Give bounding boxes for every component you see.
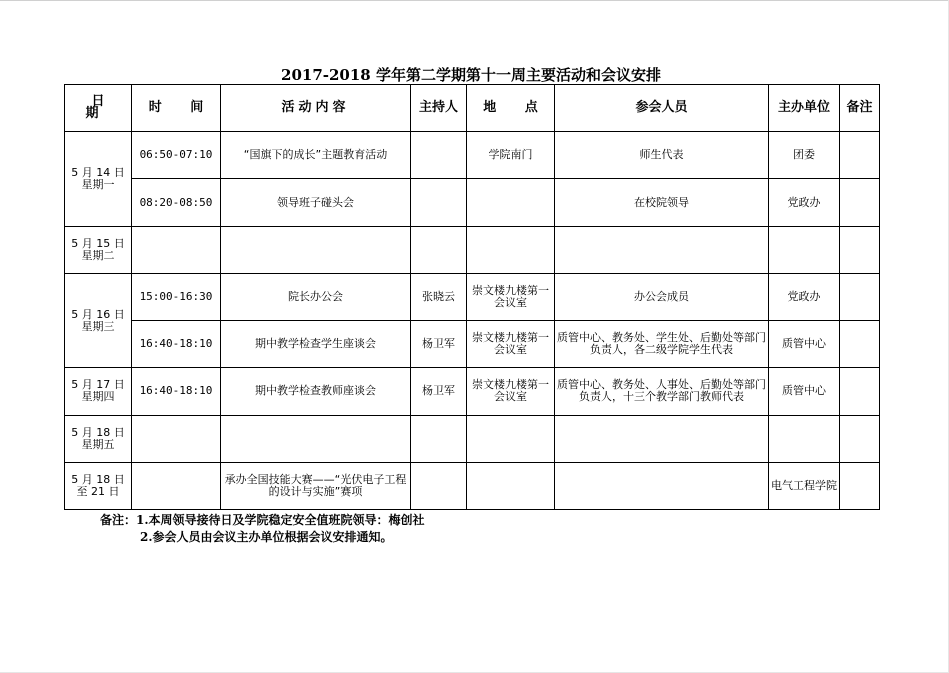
table-row bbox=[65, 321, 880, 368]
remark-cell bbox=[840, 368, 880, 415]
table-row bbox=[65, 226, 880, 273]
attendees-cell: 在校院领导 bbox=[555, 179, 769, 226]
header-content: 活动内容 bbox=[221, 85, 411, 132]
header-place: 地 点 bbox=[467, 85, 555, 132]
header-organizer: 主办单位 bbox=[769, 85, 840, 132]
remark-cell bbox=[840, 415, 880, 462]
place-cell bbox=[467, 226, 555, 273]
date-cell bbox=[65, 273, 132, 367]
notes bbox=[100, 512, 425, 546]
place-cell: 学院南门 bbox=[467, 132, 555, 179]
place-cell: 崇文楼九楼第一会议室 bbox=[467, 321, 555, 368]
attendees-cell bbox=[555, 415, 769, 462]
organizer-cell: 党政办 bbox=[769, 179, 840, 226]
weekday-line: 星期二 bbox=[81, 248, 115, 262]
remark-cell bbox=[840, 273, 880, 320]
organizer-cell: 团委 bbox=[769, 132, 840, 179]
content-cell: 承办全国技能大赛——“光伏电子工程的设计与实施”赛项 bbox=[221, 462, 411, 509]
attendees-cell: 质管中心、教务处、人事处、后勤处等部门负责人，十三个教学部门教师代表 bbox=[555, 368, 769, 415]
place-cell bbox=[467, 179, 555, 226]
time-cell: 15:00-16:30 bbox=[132, 273, 221, 320]
host-cell bbox=[411, 179, 467, 226]
date-line: 5 月 17 日 bbox=[71, 378, 125, 392]
organizer-cell: 党政办 bbox=[769, 273, 840, 320]
time-cell: 16:40-18:10 bbox=[132, 368, 221, 415]
table-row bbox=[65, 179, 880, 226]
host-cell: 杨卫军 bbox=[411, 321, 467, 368]
weekday-line: 星期三 bbox=[81, 319, 115, 333]
table-row bbox=[65, 132, 880, 179]
time-cell bbox=[132, 226, 221, 273]
table-row bbox=[65, 368, 880, 415]
time-cell bbox=[132, 462, 221, 509]
header-time: 时 间 bbox=[132, 85, 221, 132]
remark-cell bbox=[840, 132, 880, 179]
content-cell bbox=[221, 415, 411, 462]
weekday-line: 星期四 bbox=[81, 390, 115, 404]
weekday-line: 星期五 bbox=[81, 437, 115, 451]
table-row bbox=[65, 462, 880, 509]
header-date: 日 期 bbox=[65, 85, 132, 132]
organizer-cell: 质管中心 bbox=[769, 368, 840, 415]
host-cell: 杨卫军 bbox=[411, 368, 467, 415]
host-cell bbox=[411, 415, 467, 462]
content-cell: 领导班子碰头会 bbox=[221, 179, 411, 226]
content-cell: 期中教学检查学生座谈会 bbox=[221, 321, 411, 368]
weekday-line: 星期一 bbox=[81, 177, 115, 191]
date-cell bbox=[65, 226, 132, 273]
date-line: 5 月 16 日 bbox=[71, 307, 125, 321]
organizer-cell: 电气工程学院 bbox=[769, 462, 840, 509]
place-cell bbox=[467, 415, 555, 462]
attendees-cell bbox=[555, 462, 769, 509]
remark-cell bbox=[840, 321, 880, 368]
place-cell: 崇文楼九楼第一会议室 bbox=[467, 273, 555, 320]
date-line: 5 月 18 日 bbox=[71, 472, 125, 486]
header-remark: 备注 bbox=[840, 85, 880, 132]
note-line-1: 备注：1.本周领导接待日及学院稳定安全值班院领导：梅创社 bbox=[100, 513, 425, 527]
schedule-table bbox=[64, 84, 880, 510]
attendees-cell: 质管中心、教务处、学生处、后勤处等部门负责人，各二级学院学生代表 bbox=[555, 321, 769, 368]
date-line: 5 月 14 日 bbox=[71, 165, 125, 179]
weekday-line: 至 21 日 bbox=[76, 484, 120, 498]
host-cell: 张晓云 bbox=[411, 273, 467, 320]
content-cell: 期中教学检查教师座谈会 bbox=[221, 368, 411, 415]
content-cell: 院长办公会 bbox=[221, 273, 411, 320]
time-cell: 08:20-08:50 bbox=[132, 179, 221, 226]
remark-cell bbox=[840, 226, 880, 273]
date-cell bbox=[65, 462, 132, 509]
date-cell bbox=[65, 415, 132, 462]
header-row bbox=[65, 85, 880, 132]
place-cell: 崇文楼九楼第一会议室 bbox=[467, 368, 555, 415]
content-cell: “国旗下的成长”主题教育活动 bbox=[221, 132, 411, 179]
attendees-cell bbox=[555, 226, 769, 273]
attendees-cell: 师生代表 bbox=[555, 132, 769, 179]
time-cell bbox=[132, 415, 221, 462]
organizer-cell bbox=[769, 415, 840, 462]
time-cell: 16:40-18:10 bbox=[132, 321, 221, 368]
remark-cell bbox=[840, 462, 880, 509]
content-cell bbox=[221, 226, 411, 273]
host-cell bbox=[411, 132, 467, 179]
date-line: 5 月 15 日 bbox=[71, 236, 125, 250]
note-line-2: 2.参会人员由会议主办单位根据会议安排通知。 bbox=[140, 530, 393, 544]
host-cell bbox=[411, 226, 467, 273]
date-cell bbox=[65, 132, 132, 226]
header-attendees: 参会人员 bbox=[555, 85, 769, 132]
organizer-cell bbox=[769, 226, 840, 273]
table-row bbox=[65, 273, 880, 320]
document-title: 2017-2018 学年第二学期第十一周主要活动和会议安排 bbox=[281, 66, 661, 84]
header-host: 主持人 bbox=[411, 85, 467, 132]
time-cell: 06:50-07:10 bbox=[132, 132, 221, 179]
date-cell bbox=[65, 368, 132, 415]
page-top-border bbox=[0, 0, 949, 1]
place-cell bbox=[467, 462, 555, 509]
attendees-cell: 办公会成员 bbox=[555, 273, 769, 320]
table-row bbox=[65, 415, 880, 462]
remark-cell bbox=[840, 179, 880, 226]
organizer-cell: 质管中心 bbox=[769, 321, 840, 368]
host-cell bbox=[411, 462, 467, 509]
date-line: 5 月 18 日 bbox=[71, 425, 125, 439]
